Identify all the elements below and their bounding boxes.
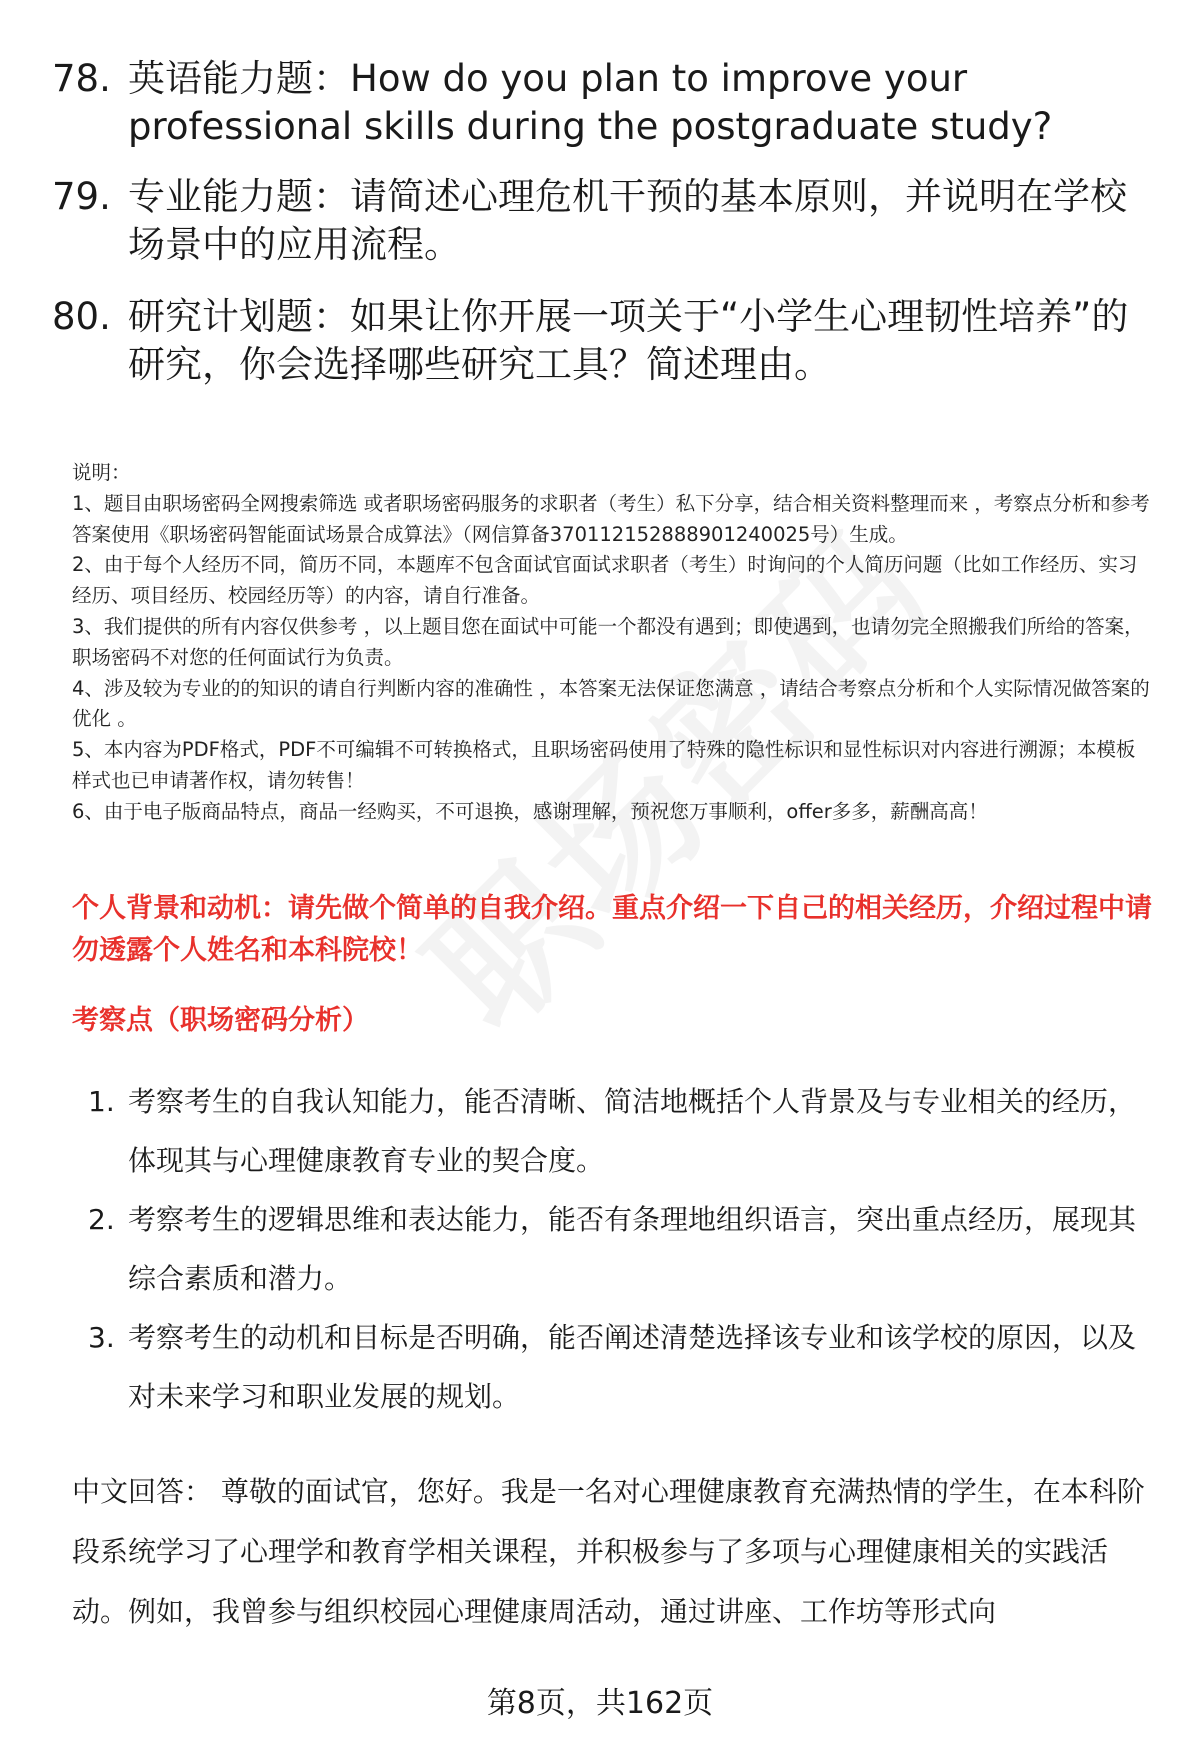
analysis-item-number: 2.	[88, 1203, 115, 1236]
analysis-item-number: 3.	[88, 1321, 115, 1354]
chinese-answer: 中文回答： 尊敬的面试官，您好。我是一名对心理健康教育充满热情的学生，在本科阶段系统学习了心理学和教育学相关课程，并积极参与了多项与心理健康相关的实践活动。例如，我曾参与组织校园心理健康周活动，通过讲座、工作坊等形式向	[72, 1475, 1145, 1628]
analysis-item	[72, 1308, 1152, 1426]
question-text: 研究计划题：如果让你开展一项关于“小学生心理韧性培养”的研究，你会选择哪些研究工具？简述理由。	[128, 295, 1129, 386]
note-item-5: 5、本内容为PDF格式，PDF不可编辑不可转换格式，且职场密码使用了特殊的隐性标识和显性标识对内容进行溯源；本模板样式也已申请著作权，请勿转售！	[72, 738, 1136, 792]
question-text: 英语能力题：How do you plan to improve your professional skills during the postgraduate study?	[128, 57, 1053, 148]
analysis-item-text: 考察考生的自我认知能力，能否清晰、简洁地概括个人背景及与专业相关的经历，体现其与心理健康教育专业的契合度。	[128, 1085, 1137, 1177]
analysis-item-text: 考察考生的动机和目标是否明确，能否阐述清楚选择该专业和该学校的原因，以及对未来学习和职业发展的规划。	[128, 1321, 1137, 1413]
note-item-2: 2、由于每个人经历不同，简历不同，本题库不包含面试官面试求职者（考生）时询问的个人简历问题（比如工作经历、实习经历、项目经历、校园经历等）的内容，请自行准备。	[72, 553, 1138, 608]
note-item-6: 6、由于电子版商品特点，商品一经购买，不可退换，感谢理解，预祝您万事顺利，offer多多，薪酬高高！	[72, 799, 988, 823]
analysis-item	[72, 1190, 1152, 1308]
question-number: 80.	[52, 295, 111, 338]
question-79	[52, 173, 1152, 269]
analysis-list	[72, 1072, 1152, 1426]
analysis-heading: 考察点（职场密码分析）	[72, 1005, 369, 1036]
analysis-item	[72, 1072, 1152, 1190]
personal-background-question: 个人背景和动机：请先做个简单的自我介绍。重点介绍一下自己的相关经历，介绍过程中请勿透露个人姓名和本科院校！	[72, 893, 1152, 966]
page-footer: 第8页，共162页	[486, 1686, 714, 1721]
question-number: 79.	[52, 175, 111, 218]
note-item-4: 4、涉及较为专业的的知识的请自行判断内容的准确性 ，本答案无法保证您满意 ，请结合考察点分析和个人实际情况做答案的优化 。	[72, 676, 1150, 731]
question-80	[52, 293, 1152, 389]
question-number: 78.	[52, 57, 111, 100]
note-item-1: 1、题目由职场密码全网搜索筛选 或者职场密码服务的求职者（考生）私下分享，结合相关资料整理而来 ，考察点分析和参考答案使用《职场密码智能面试场景合成算法》（网信算备370112152888901240025号）生成。	[72, 491, 1150, 546]
analysis-item-number: 1.	[88, 1085, 115, 1118]
question-text: 专业能力题：请简述心理危机干预的基本原则，并说明在学校场景中的应用流程。	[128, 175, 1127, 266]
disclaimer-notes	[72, 458, 1152, 828]
analysis-item-text: 考察考生的逻辑思维和表达能力，能否有条理地组织语言，突出重点经历，展现其综合素质和潜力。	[128, 1203, 1137, 1295]
notes-title: 说明：	[72, 461, 131, 484]
question-78	[52, 55, 1152, 151]
note-item-3: 3、我们提供的所有内容仅供参考 ，以上题目您在面试中可能一个都没有遇到；即使遇到，也请勿完全照搬我们所给的答案，职场密码不对您的任何面试行为负责。	[72, 614, 1144, 669]
